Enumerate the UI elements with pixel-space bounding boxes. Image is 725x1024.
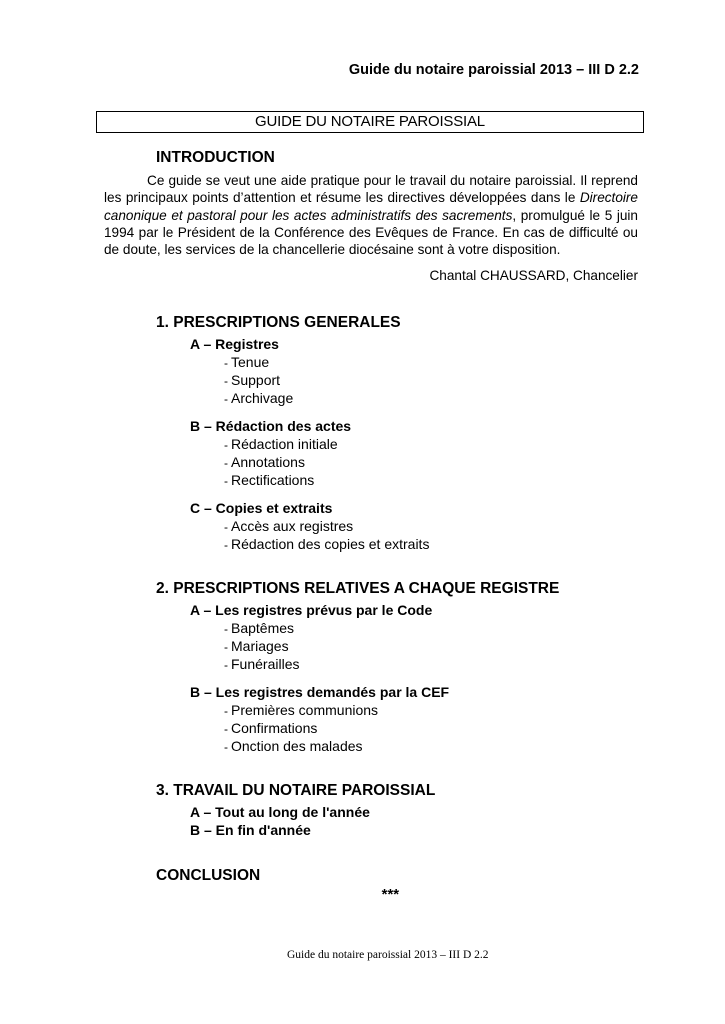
list-item [224,702,378,718]
list-item [224,518,353,534]
section2-sub-a: A – Les registres prévus par le Code [190,602,433,618]
list-item-label: Support [231,372,281,388]
list-item [224,656,299,672]
page-footer: Guide du notaire paroissial 2013 – III D 2.2 [287,949,489,961]
introduction-text-part1: Ce guide se veut une aide pratique pour le travail du notaire paroissial. Il reprend les principaux points d’attention et résume les directives développées dans le [104,173,638,206]
list-dash: - [224,374,228,388]
list-item-label: Mariages [231,638,289,654]
list-item-label: Rédaction des copies et extraits [231,536,430,552]
list-dash: - [224,356,228,370]
list-item-label: Baptêmes [231,620,295,636]
list-item [224,536,429,552]
list-item [224,372,280,388]
list-dash: - [224,740,228,754]
section1-sub-a: A – Registres [190,336,279,352]
list-item [224,390,293,406]
introduction-heading: INTRODUCTION [156,149,275,166]
list-item [224,620,294,636]
list-dash: - [224,722,228,736]
list-item [224,354,269,370]
document-title: GUIDE DU NOTAIRE PAROISSIAL [96,111,644,133]
list-dash: - [224,456,228,470]
list-item-label: Confirmations [231,720,318,736]
section2-heading: 2. PRESCRIPTIONS RELATIVES A CHAQUE REGISTRE [156,580,560,597]
section3-sub-b: B – En fin d'année [190,822,311,838]
introduction-paragraph [104,172,638,258]
list-dash: - [224,658,228,672]
list-item-label: Rectifications [231,472,315,488]
conclusion-heading: CONCLUSION [156,867,261,884]
list-dash: - [224,438,228,452]
list-item [224,472,314,488]
conclusion-stars: *** [381,886,399,903]
section2-sub-b: B – Les registres demandés par la CEF [190,684,450,700]
list-item-label: Archivage [231,390,294,406]
list-item [224,720,317,736]
list-item-label: Annotations [231,454,305,470]
list-item-label: Onction des malades [231,738,363,754]
list-dash: - [224,392,228,406]
list-dash: - [224,520,228,534]
list-item [224,738,363,754]
signature: Chantal CHAUSSARD, Chancelier [429,268,638,283]
list-dash: - [224,474,228,488]
list-dash: - [224,640,228,654]
list-item-label: Accès aux registres [231,518,354,534]
list-item-label: Rédaction initiale [231,436,338,452]
introduction-text-italic: Directoire canonique et pastoral pour les actes administratifs des sacrements [104,190,638,223]
section1-sub-c: C – Copies et extraits [190,500,333,516]
header-reference: Guide du notaire paroissial 2013 – III D 2.2 [348,62,639,78]
list-item-label: Tenue [231,354,270,370]
list-item [224,454,305,470]
list-item [224,436,338,452]
section1-heading: 1. PRESCRIPTIONS GENERALES [156,314,401,331]
list-dash: - [224,704,228,718]
list-item [224,638,289,654]
list-dash: - [224,622,228,636]
section3-sub-a: A – Tout au long de l'année [190,804,370,820]
list-dash: - [224,538,228,552]
section1-sub-b: B – Rédaction des actes [190,418,352,434]
introduction-text-part2: , promulgué le 5 juin 1994 par le Président de la Conférence des Evêques de France. En cas de difficulté ou de doute, les services de la chancellerie diocésaine sont à votre disposition. [104,207,638,258]
section3-heading: 3. TRAVAIL DU NOTAIRE PAROISSIAL [156,782,436,799]
list-item-label: Premières communions [231,702,379,718]
list-item-label: Funérailles [231,656,300,672]
